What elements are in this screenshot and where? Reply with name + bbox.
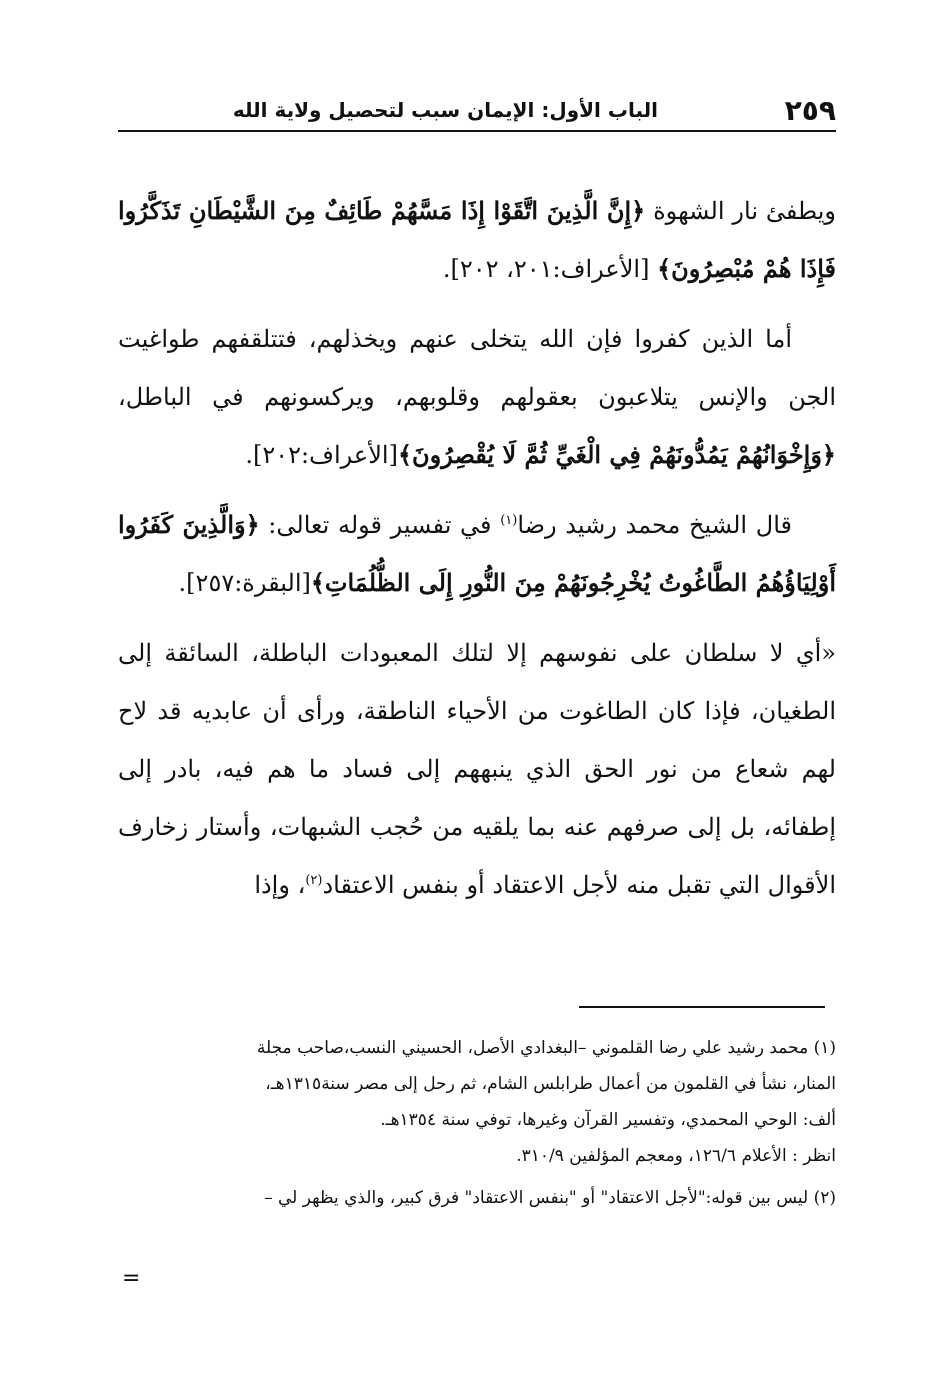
paragraph-3	[118, 496, 836, 612]
footnote-marker-2[interactable]: (٢)	[305, 873, 323, 888]
paragraph-1-text: ويطفئ نار الشهوة	[645, 197, 836, 225]
footnote-marker-1[interactable]: (١)	[500, 513, 518, 528]
footnote-continuation-mark: =	[122, 1266, 141, 1291]
verse-reference: [الأعراف:٢٠٢].	[245, 441, 398, 469]
verse-reference: [الأعراف:٢٠١، ٢٠٢].	[442, 255, 658, 283]
footnotes	[118, 1030, 836, 1222]
quran-verse-baqarah-257: ﴿وَالَّذِينَ كَفَرُوا أَوْلِيَاؤُهُمُ الطَّاغُوتُ يُخْرِجُونَهُمْ مِنَ النُّورِ إِلَى الظُّلُمَاتِ﴾	[118, 510, 836, 597]
quran-verse-araf-202: ﴿وَإِخْوَانُهُمْ يَمُدُّونَهُمْ فِي الْغَيِّ ثُمَّ لَا يُقْصِرُونَ﴾	[397, 440, 836, 469]
quran-verse-araf-201: ﴿إِنَّ الَّذِينَ اتَّقَوْا إِذَا مَسَّهُمْ طَائِفٌ مِنَ الشَّيْطَانِ تَذَكَّرُوا فَإِذَا هُمْ مُبْصِرُونَ﴾	[118, 196, 836, 283]
footnote-2: (٢) ليس بين قوله:"لأجل الاعتقاد" أو "بنفس الاعتقاد" فرق كبير، والذي يظهر لي –	[264, 1188, 836, 1208]
paragraph-3-text-mid: في تفسير قوله تعالى:	[259, 511, 501, 539]
page-header	[118, 88, 836, 132]
paragraph-4-text: «أي لا سلطان على نفوسهم إلا لتلك المعبودات الباطلة، السائقة إلى الطغيان، فإذا كان الطاغوت من الأحياء الناطقة، ورأى أن عابديه قد لاح لهم شعاع من نور الحق الذي ينبههم إلى فساد ما هم فيه، بادر إلى إطفائه، بل إلى صرفهم عنه بما يلقيه من حُجب الشبهات، وأستار زخارف الأقوال التي تقبل منه لأجل الاعتقاد أو بنفس الاعتقاد	[118, 639, 836, 899]
paragraph-4-quote	[118, 624, 836, 914]
verse-reference: [البقرة:٢٥٧].	[178, 569, 311, 597]
main-text	[118, 182, 836, 914]
running-title: الباب الأول: الإيمان سبب لتحصيل ولاية الله	[232, 98, 658, 122]
footnote-separator	[579, 1006, 825, 1008]
paragraph-1	[118, 182, 836, 298]
paragraph-2-text: أما الذين كفروا فإن الله يتخلى عنهم ويخذلهم، فتتلقفهم طواغيت الجن والإنس يتلاعبون بعقولهم وقلوبهم، ويركسونهم في الباطل،	[118, 325, 836, 411]
footnote-1: (١) محمد رشيد علي رضا القلموني –البغدادي الأصل، الحسيني النسب،صاحب مجلة المنار، نشأ في القلمون من أعمال طرابلس الشام، ثم رحل إلى مصر سنة١٣١٥هـ، ألف: الوحي المحمدي، وتفسير القرآن وغيرها، توفي سنة ١٣٥٤هـ. انظر : الأعلام ١٢٦/٦، ومعجم المؤلفين ٣١٠/٩.	[256, 1038, 836, 1166]
paragraph-4-tail: ، وإذا	[254, 871, 306, 899]
paragraph-3-text: قال الشيخ محمد رشيد رضا	[517, 511, 792, 539]
page-number: ٢٥٩	[784, 94, 836, 127]
paragraph-2	[118, 310, 836, 484]
